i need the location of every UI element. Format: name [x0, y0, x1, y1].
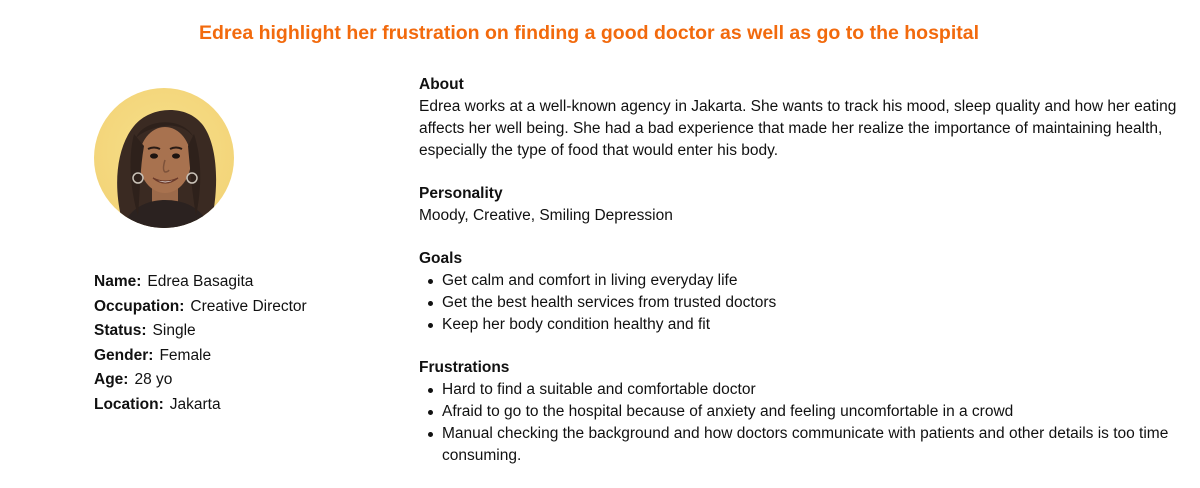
field-label: Gender:: [94, 346, 154, 364]
avatar: [94, 88, 234, 228]
profile-gender-row: [94, 344, 307, 369]
frustrations-list: [419, 379, 1179, 467]
profile-status-row: [94, 319, 307, 344]
list-item: Hard to find a suitable and comfortable doctor: [419, 379, 1179, 401]
persona-details: [419, 74, 1179, 488]
goals-section: [419, 248, 1179, 336]
page-title: Edrea highlight her frustration on finding a good doctor as well as go to the hospital: [198, 22, 980, 44]
field-label: Location:: [94, 395, 164, 413]
about-section: [419, 74, 1179, 162]
profile-name-row: [94, 270, 307, 295]
personality-text: Moody, Creative, Smiling Depression: [419, 207, 673, 224]
field-value: Single: [152, 322, 196, 339]
goals-list: [419, 270, 1179, 336]
profile-age-row: [94, 368, 307, 393]
field-value: 28 yo: [134, 371, 173, 388]
list-item: Get the best health services from trusted doctors: [419, 292, 1179, 314]
personality-section: [419, 183, 1179, 227]
profile-occupation-row: [94, 295, 307, 320]
personality-heading: Personality: [419, 185, 503, 202]
about-heading: About: [419, 76, 464, 93]
person-portrait-icon: [94, 88, 234, 228]
frustrations-heading: Frustrations: [419, 359, 510, 376]
field-value: Edrea Basagita: [147, 273, 254, 290]
profile-info: [94, 270, 307, 417]
frustrations-section: [419, 357, 1179, 467]
field-value: Creative Director: [190, 297, 307, 315]
field-label: Name:: [94, 273, 142, 290]
list-item: Keep her body condition healthy and fit: [419, 314, 1179, 336]
profile-location-row: [94, 393, 307, 418]
goals-heading: Goals: [419, 250, 463, 267]
about-text: Edrea works at a well-known agency in Jakarta. She wants to track his mood, sleep quality and how her eating affects her well being. She had a bad experience that made her realize the importance of maintaining health, especially the type of food that would enter his body.: [419, 98, 1177, 159]
list-item: Get calm and comfort in living everyday life: [419, 270, 1179, 292]
field-value: Jakarta: [169, 395, 221, 413]
field-label: Age:: [94, 371, 129, 388]
list-item: Afraid to go to the hospital because of anxiety and feeling uncomfortable in a crowd: [419, 401, 1179, 423]
list-item: Manual checking the background and how doctors communicate with patients and other details is too time consuming.: [419, 423, 1179, 467]
field-value: Female: [159, 346, 212, 364]
field-label: Status:: [94, 322, 147, 339]
field-label: Occupation:: [94, 297, 185, 315]
